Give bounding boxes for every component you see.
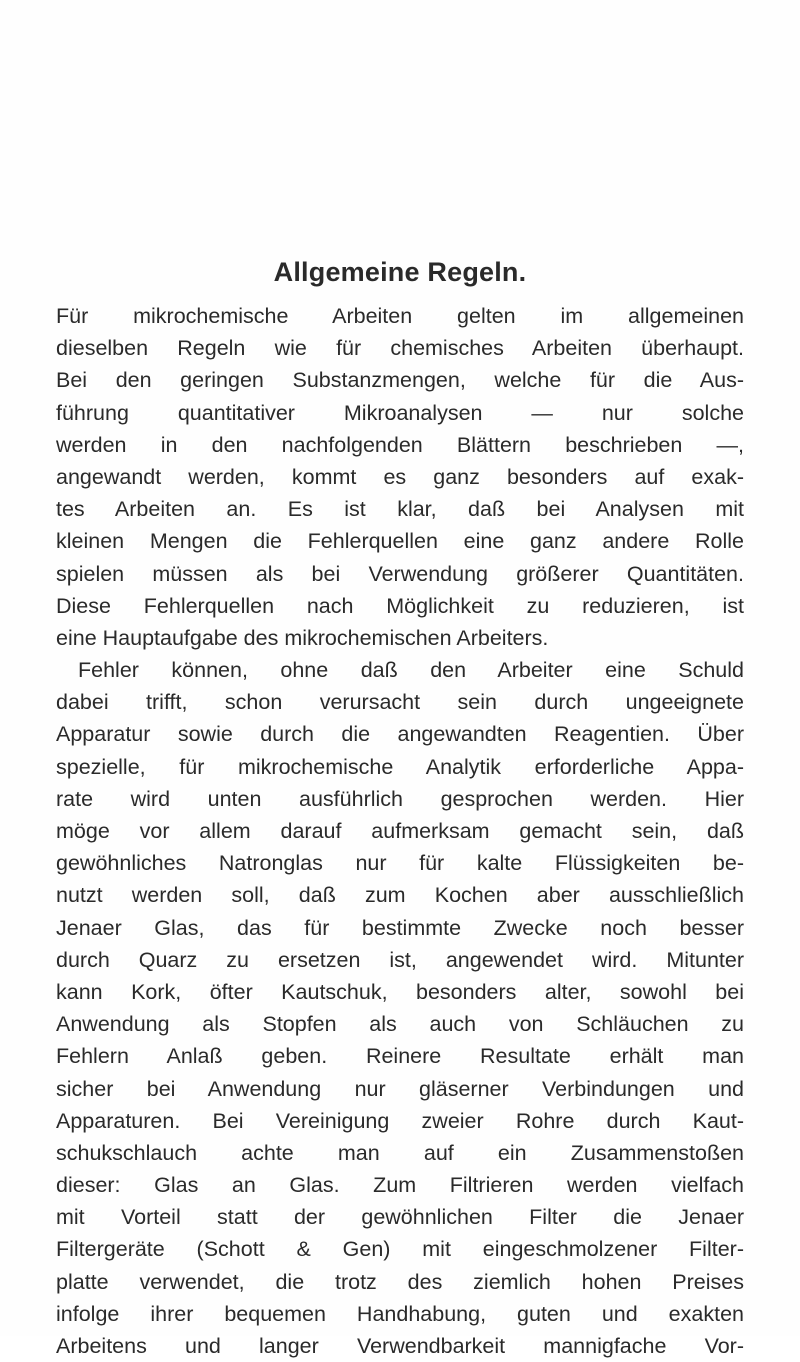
text-line: möge vor allem darauf aufmerksam gemacht sein, daß [56,819,744,843]
text-line: nutzt werden soll, daß zum Kochen aber ausschließlich [56,883,744,908]
text-line: tes Arbeiten an. Es ist klar, daß bei Analysen mit [56,497,744,522]
text-line: infolge ihrer bequemen Handhabung, guten und exakten [56,1301,744,1326]
text-line: Apparatur sowie durch die angewandten Reagentien. Über [56,722,744,747]
text-line: führung quantitativer Mikroanalysen — nur solche [56,400,744,425]
text-line: dieser: Glas an Glas. Zum Filtrieren werden vielfach [56,1173,744,1198]
text-line: Fehlern Anlaß geben. Reinere Resultate erhält man [56,1044,744,1069]
text-line: Jenaer Glas, das für bestimmte Zwecke noch besser [56,915,744,940]
text-line: schukschlauch achte man auf ein Zusammenstoßen [56,1140,744,1165]
text-line: Für mikrochemische Arbeiten gelten im allgemeinen [56,304,744,328]
text-line: Apparaturen. Bei Vereinigung zweier Rohre durch Kaut- [56,1108,744,1133]
page-content [56,252,744,1362]
text-line: Anwendung als Stopfen als auch von Schläuchen zu [56,1012,744,1037]
text-line: eine Hauptaufgabe des mikrochemischen Arbeiters. [56,625,549,650]
text-line: mit Vorteil statt der gewöhnlichen Filter die Jenaer [56,1205,744,1230]
text-line: Filtergeräte (Schott & Gen) mit eingeschmolzener Filter- [56,1237,744,1262]
text-line: spezielle, für mikrochemische Analytik erforderliche Appa- [56,754,744,779]
text-line: platte verwendet, die trotz des ziemlich hohen Preises [56,1269,744,1294]
text-line: kann Kork, öfter Kautschuk, besonders alter, sowohl bei [56,979,744,1004]
text-line: werden in den nachfolgenden Blättern beschrieben —, [56,432,744,457]
body-text [56,300,744,1362]
text-line: rate wird unten ausführlich gesprochen werden. Hier [56,786,744,811]
text-line: Arbeitens und langer Verwendbarkeit mannigfache Vor- [56,1334,744,1358]
text-line: spielen müssen als bei Verwendung größerer Quantitäten. [56,561,744,586]
text-line: gewöhnliches Natronglas nur für kalte Flüssigkeiten be- [56,851,744,876]
text-line: Fehler können, ohne daß den Arbeiter eine Schuld [78,658,744,683]
section-heading: Allgemeine Regeln. [273,257,527,287]
text-line: angewandt werden, kommt es ganz besonders auf exak- [56,464,744,489]
text-line: dabei trifft, schon verursacht sein durch ungeeignete [56,690,744,715]
text-line: kleinen Mengen die Fehlerquellen eine ganz andere Rolle [56,529,744,554]
text-line: durch Quarz zu ersetzen ist, angewendet wird. Mitunter [56,947,744,972]
text-line: dieselben Regeln wie für chemisches Arbeiten überhaupt. [56,336,744,361]
text-line: Diese Fehlerquellen nach Möglichkeit zu reduzieren, ist [56,593,744,618]
text-line: Bei den geringen Substanzmengen, welche für die Aus- [56,368,744,393]
text-line: sicher bei Anwendung nur gläserner Verbindungen und [56,1076,744,1101]
